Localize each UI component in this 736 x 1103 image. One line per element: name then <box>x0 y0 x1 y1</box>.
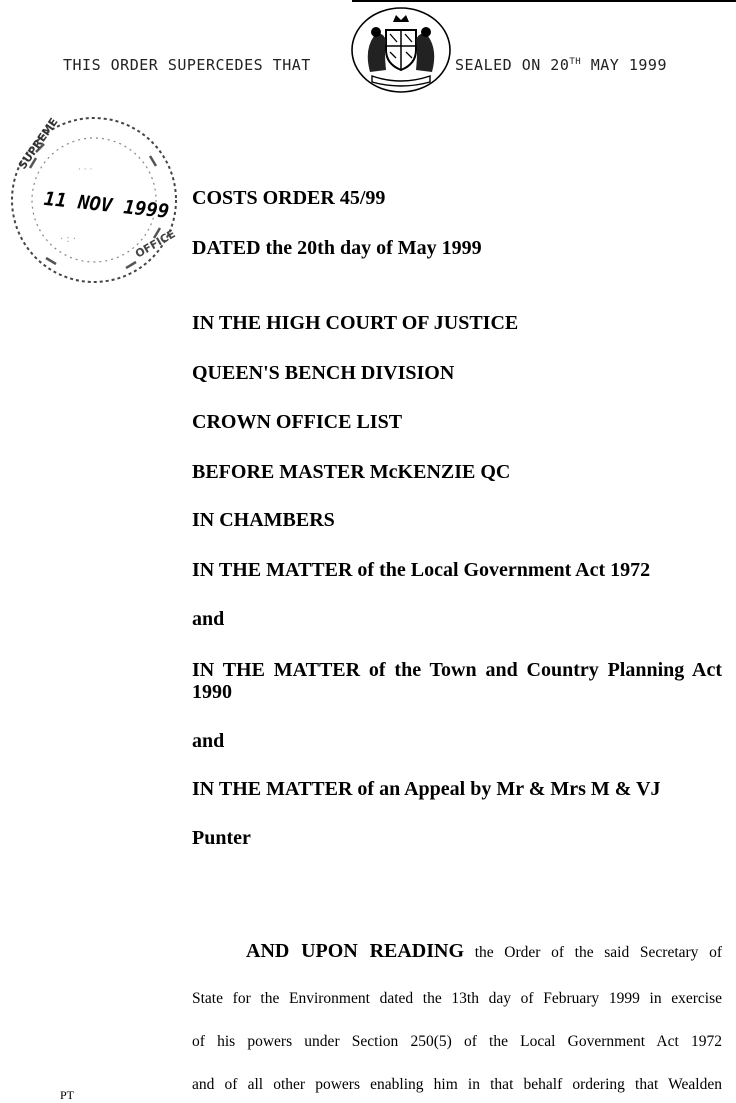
and-separator: and <box>192 730 225 752</box>
svg-text:· : ·: · : · <box>60 234 77 245</box>
division-name: QUEEN'S BENCH DIVISION <box>192 362 455 384</box>
matter-local-government-act: IN THE MATTER of the Local Government Act 1972 <box>192 559 651 581</box>
royal-coat-of-arms-icon <box>350 6 452 94</box>
sealed-date-notice: SEALED ON 20TH MAY 1999 <box>455 56 667 74</box>
court-name: IN THE HIGH COURT OF JUSTICE <box>192 312 519 334</box>
svg-text:SUPREME: SUPREME <box>15 115 61 172</box>
body-paragraph-line-3: of his powers under Section 250(5) of the Local Government Act 1972 <box>192 1033 722 1050</box>
supersedes-notice: THIS ORDER SUPERCEDES THAT <box>63 56 311 74</box>
body-paragraph-line-1: AND UPON READING the Order of the said Secretary of <box>246 940 722 962</box>
svg-text:OFFICE: OFFICE <box>133 227 178 261</box>
top-rule <box>352 0 736 2</box>
stamp-date: 11 NOV 1999 <box>42 187 171 223</box>
matter-appeal: IN THE MATTER of an Appeal by Mr & Mrs M & VJ <box>192 778 661 800</box>
body-paragraph-line-4: and of all other powers enabling him in that behalf ordering that Wealden <box>192 1076 722 1093</box>
list-name: CROWN OFFICE LIST <box>192 411 403 433</box>
costs-order-title: COSTS ORDER 45/99 <box>192 187 386 209</box>
body-paragraph-line-2: State for the Environment dated the 13th day of February 1999 in exercise <box>192 990 722 1007</box>
svg-text:· · ·: · · · <box>78 165 93 175</box>
and-separator: and <box>192 608 225 630</box>
in-chambers: IN CHAMBERS <box>192 509 335 531</box>
court-office-stamp <box>6 108 184 290</box>
dated-line: DATED the 20th day of May 1999 <box>192 237 482 259</box>
matter-planning-act: IN THE MATTER of the Town and Country Planning Act 1990 <box>192 659 723 703</box>
margin-initials: PT <box>60 1088 75 1102</box>
appellant-name: Punter <box>192 827 251 849</box>
before-master: BEFORE MASTER McKENZIE QC <box>192 461 511 483</box>
